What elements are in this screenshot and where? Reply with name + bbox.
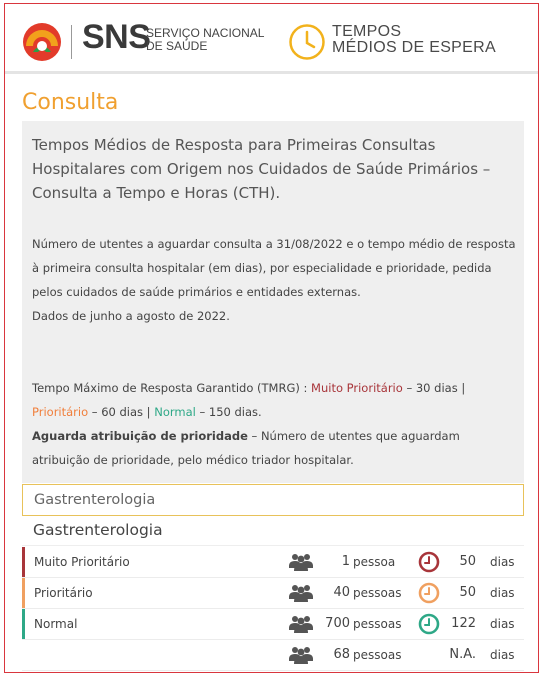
average-days: N.A. bbox=[449, 647, 476, 662]
brand-subtitle-line1: SERVIÇO NACIONAL bbox=[146, 26, 265, 40]
tmrg-muito-prioritario: Muito Prioritário bbox=[311, 381, 403, 395]
sns-logo-icon bbox=[22, 22, 62, 62]
brand-name: SNS bbox=[82, 18, 151, 56]
row-muito-prioritario bbox=[22, 547, 524, 578]
priority-color-bar bbox=[22, 547, 25, 577]
info-tmrg bbox=[32, 376, 517, 472]
average-days: 122 bbox=[451, 616, 476, 631]
people-icon bbox=[288, 646, 314, 664]
waiting-unit: pessoas bbox=[353, 648, 402, 662]
row-aguarda-prioridade bbox=[22, 640, 524, 671]
brand-subtitle bbox=[146, 27, 264, 53]
people-icon bbox=[288, 584, 314, 602]
tmrg-muito-days: – 30 dias | bbox=[402, 381, 466, 395]
waiting-unit: pessoas bbox=[353, 617, 402, 631]
days-unit: dias bbox=[490, 617, 515, 631]
row-prioritario bbox=[22, 578, 524, 609]
waiting-count: 40 bbox=[333, 585, 350, 600]
clock-icon bbox=[418, 582, 440, 604]
people-icon bbox=[288, 553, 314, 571]
row-normal bbox=[22, 609, 524, 640]
days-unit: dias bbox=[490, 648, 515, 662]
page-frame bbox=[4, 3, 539, 673]
priority-label: Normal bbox=[34, 617, 78, 631]
clock-icon bbox=[418, 613, 440, 635]
tmrg-normal: Normal bbox=[154, 405, 196, 419]
clock-icon bbox=[418, 551, 440, 573]
info-description-text: Número de utentes a aguardar consulta a 31/08/2022 e o tempo médio de resposta à primeira consulta hospitalar (em dias), por especialidade e prioridade, pedida pelos cuidados de saúde primários e entidades externas. bbox=[32, 237, 516, 299]
days-unit: dias bbox=[490, 555, 515, 569]
app-title-line2: MÉDIOS DE ESPERA bbox=[332, 39, 496, 56]
specialty-select-value: Gastrenterologia bbox=[34, 492, 156, 508]
waiting-unit: pessoas bbox=[353, 586, 402, 600]
waiting-unit: pessoa bbox=[353, 555, 396, 569]
tmrg-normal-days: – 150 dias. bbox=[195, 405, 262, 419]
priority-label: Muito Prioritário bbox=[34, 555, 130, 569]
app-title-line1: TEMPOS bbox=[332, 23, 402, 40]
app-header bbox=[5, 4, 538, 74]
clock-logo-icon bbox=[288, 23, 326, 61]
priority-color-bar bbox=[22, 609, 25, 639]
page-title: Consulta bbox=[22, 90, 119, 115]
specialty-title: Gastrenterologia bbox=[33, 521, 163, 539]
logo-divider bbox=[71, 25, 72, 59]
aguarda-label: Aguarda atribuição de prioridade bbox=[32, 429, 248, 443]
info-heading: Tempos Médios de Resposta para Primeiras Consultas Hospitalares com Origem nos Cuidados de Saúde Primários – Consulta a Tempo e Horas (CTH). bbox=[32, 136, 491, 202]
tmrg-prio-days: – 60 dias | bbox=[88, 405, 155, 419]
app-title bbox=[332, 24, 496, 56]
specialty-header bbox=[22, 516, 524, 546]
priority-label: Prioritário bbox=[34, 586, 93, 600]
waiting-count: 68 bbox=[333, 647, 350, 662]
info-data-period: Dados de junho a agosto de 2022. bbox=[32, 309, 230, 323]
priority-color-bar bbox=[22, 578, 25, 608]
people-icon bbox=[288, 615, 314, 633]
waiting-count: 700 bbox=[325, 616, 350, 631]
average-days: 50 bbox=[459, 585, 476, 600]
waiting-count: 1 bbox=[341, 554, 350, 569]
info-description bbox=[32, 232, 517, 328]
info-panel bbox=[22, 121, 524, 483]
tmrg-prioritario: Prioritário bbox=[32, 405, 89, 419]
tmrg-prefix: Tempo Máximo de Resposta Garantido (TMRG) : bbox=[32, 381, 312, 395]
brand-subtitle-line2: DE SAÚDE bbox=[146, 39, 208, 53]
average-days: 50 bbox=[459, 554, 476, 569]
days-unit: dias bbox=[490, 586, 515, 600]
aguarda-text: – Número de utentes que aguardam atribuição de prioridade, pelo médico triador hospitalar. bbox=[32, 429, 460, 467]
specialty-select[interactable] bbox=[22, 484, 524, 516]
